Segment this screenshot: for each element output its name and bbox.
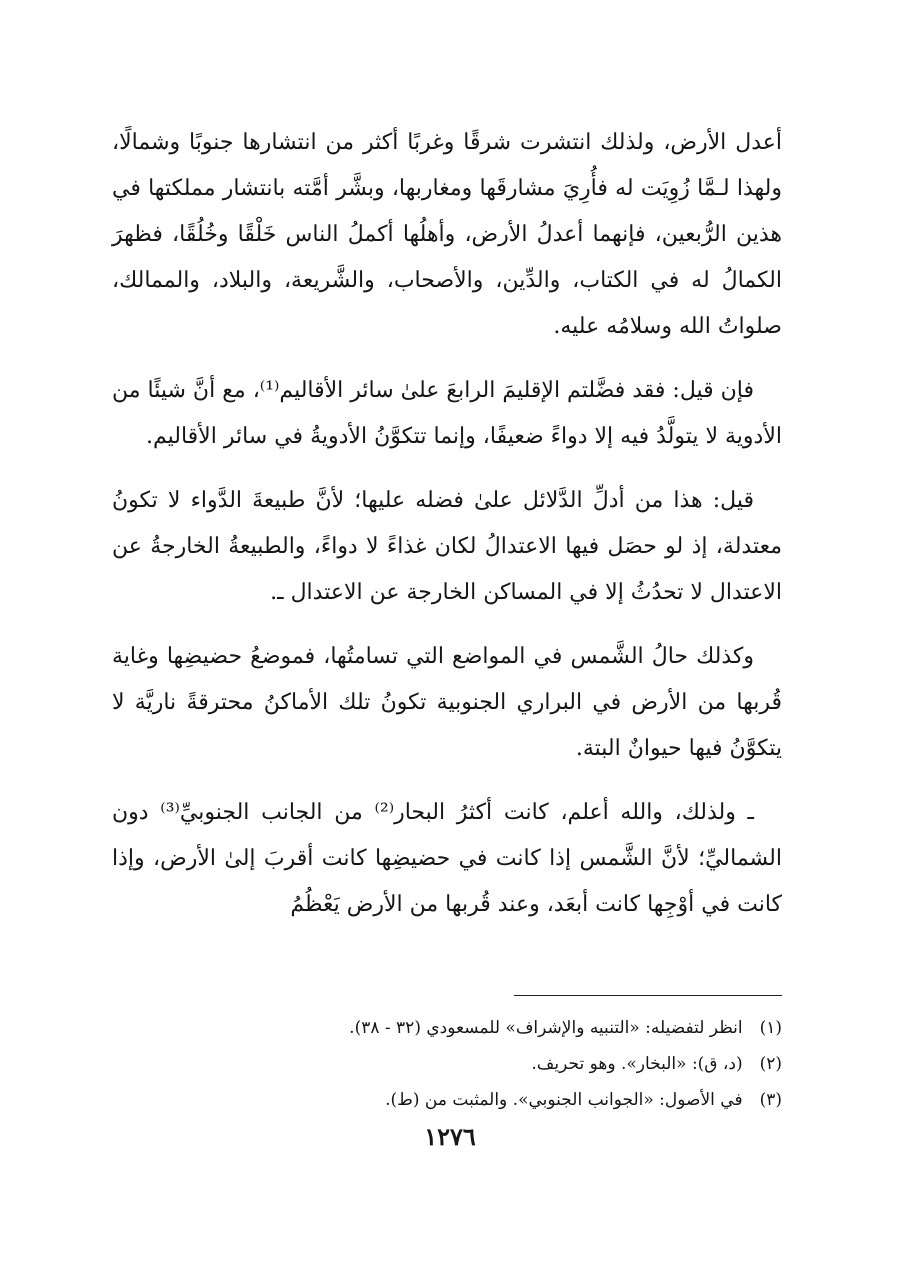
footnote-number: (٣)	[759, 1090, 782, 1110]
footnote-text: في الأصول: «الجوانب الجنوبي». والمثبت من (ط).	[385, 1090, 743, 1110]
footnote-text: انظر لتفضيله: «التنبيه والإشراف» للمسعودي (٣٢ - ٣٨).	[349, 1018, 743, 1038]
footnotes-section	[112, 1010, 782, 1118]
footnote-1	[112, 1010, 782, 1046]
page-number: ١٢٧٦	[424, 1122, 476, 1151]
footnote-number: (٢)	[759, 1054, 782, 1074]
footnote-separator	[514, 995, 782, 996]
paragraph-1: أعدل الأرض، ولذلك انتشرت شرقًا وغربًا أكثر من انتشارها جنوبًا وشمالًا، ولهذا لـمَّا زُوِيَت له فأُرِيَ مشارقَها ومغاربها، وبشَّر أمَّته بانتشار مملكتها في هذين الرُّبعين، فإنهما أعدلُ الأرض، وأهلُها أكملُ الناس خَلْقًا وخُلُقًا، فظهرَ الكمالُ له في الكتاب، والدِّين، والأصحاب، والشَّريعة، والبلاد، والممالك، صلواتُ الله وسلامُه عليه.	[112, 130, 782, 339]
paragraph-5: ـ ولذلك، والله أعلم، كانت أكثرُ البحار⁽²⁾ من الجانب الجنوبيِّ⁽³⁾ دون الشماليِّ؛ لأنَّ الشَّمس إذا كانت في حضيضِها كانت أقربَ إلىٰ الأرض، وإذا كانت في أوْجِها كانت أبعَد، وعند قُربها من الأرض يَعْظُمُ	[112, 800, 782, 917]
paragraph-2: فإن قيل: فقد فضَّلتم الإقليمَ الرابعَ علىٰ سائر الأقاليم⁽¹⁾، مع أنَّ شيئًا من الأدوية لا يتولَّدُ فيه إلا دواءً ضعيفًا، وإنما تتكوَّنُ الأدويةُ في سائر الأقاليم.	[112, 378, 782, 449]
main-text-body	[112, 120, 782, 946]
footnote-text: (د، ق): «البخار». وهو تحريف.	[531, 1054, 743, 1074]
paragraph-4: وكذلك حالُ الشَّمس في المواضع التي تسامتُها، فموضعُ حضيضِها وغاية قُربها من الأرض في البراري الجنوبية تكونُ تلك الأماكنُ محترقةً ناريَّة لا يتكوَّنُ فيها حيوانٌ البتة.	[112, 644, 782, 761]
paragraph-3: قيل: هذا من أدلِّ الدَّلائل علىٰ فضله عليها؛ لأنَّ طبيعةَ الدَّواء لا تكونُ معتدلة، إذ لو حصَل فيها الاعتدالُ لكان غذاءً لا دواءً، والطبيعةُ الخارجةُ عن الاعتدال لا تحدُثُ إلا في المساكن الخارجة عن الاعتدال ـ.	[112, 488, 782, 605]
footnote-3	[112, 1082, 782, 1118]
footnote-number: (١)	[759, 1018, 782, 1038]
footnote-2	[112, 1046, 782, 1082]
